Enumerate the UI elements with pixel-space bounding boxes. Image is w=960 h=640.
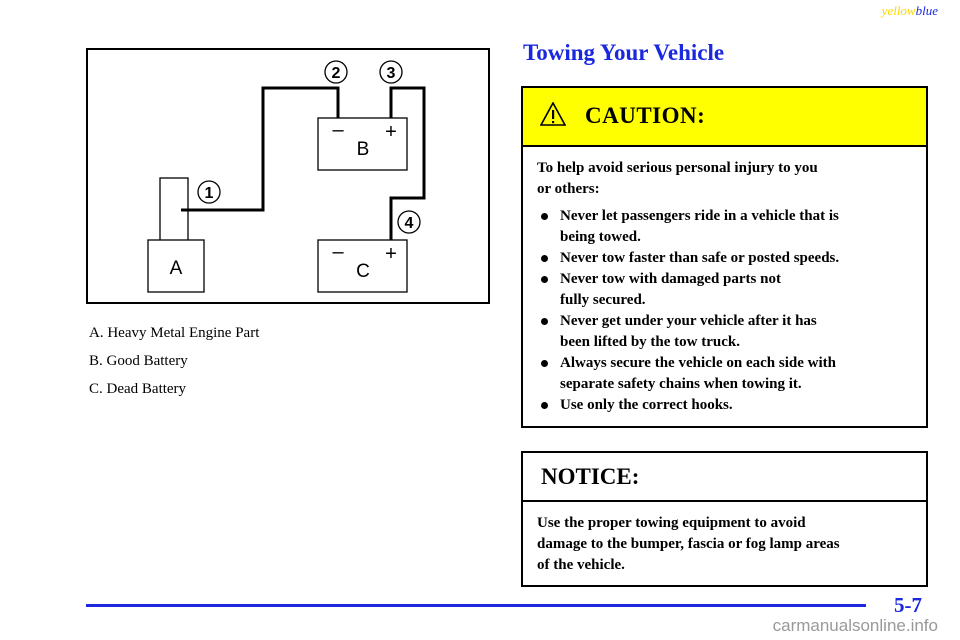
header-tag-blue: blue — [915, 3, 938, 18]
battery-c-positive: + — [385, 243, 397, 265]
caution-item-text: Never tow with damaged parts not — [560, 271, 781, 287]
notice-box — [521, 451, 928, 587]
legend-item-c: C. Dead Battery — [89, 381, 187, 397]
battery-c-negative: – — [332, 241, 344, 263]
caution-item — [537, 353, 916, 395]
callout-2: 2 — [331, 65, 341, 82]
caution-item-text: separate safety chains when towing it. — [560, 376, 802, 392]
legend-item-a: A. Heavy Metal Engine Part — [89, 325, 260, 341]
battery-b-negative: – — [332, 119, 344, 141]
caution-body — [537, 158, 916, 416]
notice-body — [537, 513, 916, 576]
caution-box — [521, 86, 928, 428]
battery-b-positive: + — [385, 121, 397, 143]
notice-header — [523, 453, 926, 502]
label-a: A — [169, 258, 183, 279]
notice-line: of the vehicle. — [537, 557, 625, 573]
callout-3: 3 — [386, 65, 396, 82]
warning-triangle-icon — [540, 102, 566, 126]
caution-item — [537, 248, 916, 269]
callout-1: 1 — [204, 185, 214, 202]
caution-item — [537, 395, 916, 416]
callout-4: 4 — [404, 215, 414, 232]
caution-item — [537, 269, 916, 311]
page-number: 5-7 — [894, 593, 922, 617]
caution-item-text: being towed. — [560, 229, 641, 245]
notice-title: NOTICE: — [541, 464, 640, 489]
caution-item-text: Use only the correct hooks. — [560, 397, 733, 413]
caution-item — [537, 206, 916, 248]
caution-intro — [537, 158, 916, 200]
caution-item-text: Never tow faster than safe or posted speeds. — [560, 250, 840, 266]
notice-line: damage to the bumper, fascia or fog lamp areas — [537, 536, 840, 552]
caution-intro-line1: To help avoid serious personal injury to you — [537, 160, 818, 176]
section-title: Towing Your Vehicle — [523, 40, 725, 65]
caution-header — [523, 88, 926, 147]
caution-item-text: fully secured. — [560, 292, 646, 308]
watermark: carmanualsonline.info — [772, 616, 938, 635]
caution-item-text: been lifted by the tow truck. — [560, 334, 740, 350]
caution-list — [537, 206, 916, 416]
caution-item-text: Never let passengers ride in a vehicle that is — [560, 208, 839, 224]
header-tag-yellow: yellow — [881, 3, 916, 18]
header-color-tag — [882, 3, 938, 19]
label-b: B — [356, 139, 370, 160]
caution-item-text: Always secure the vehicle on each side with — [560, 355, 836, 371]
caution-item — [537, 311, 916, 353]
diagram-svg — [88, 50, 488, 302]
jump-start-diagram — [86, 48, 490, 304]
legend-item-b: B. Good Battery — [89, 353, 188, 369]
footer-rule — [86, 604, 866, 607]
caution-item-text: Never get under your vehicle after it has — [560, 313, 817, 329]
notice-line: Use the proper towing equipment to avoid — [537, 515, 806, 531]
caution-title: CAUTION: — [585, 103, 706, 128]
label-c: C — [356, 261, 370, 282]
caution-intro-line2: or others: — [537, 181, 600, 197]
